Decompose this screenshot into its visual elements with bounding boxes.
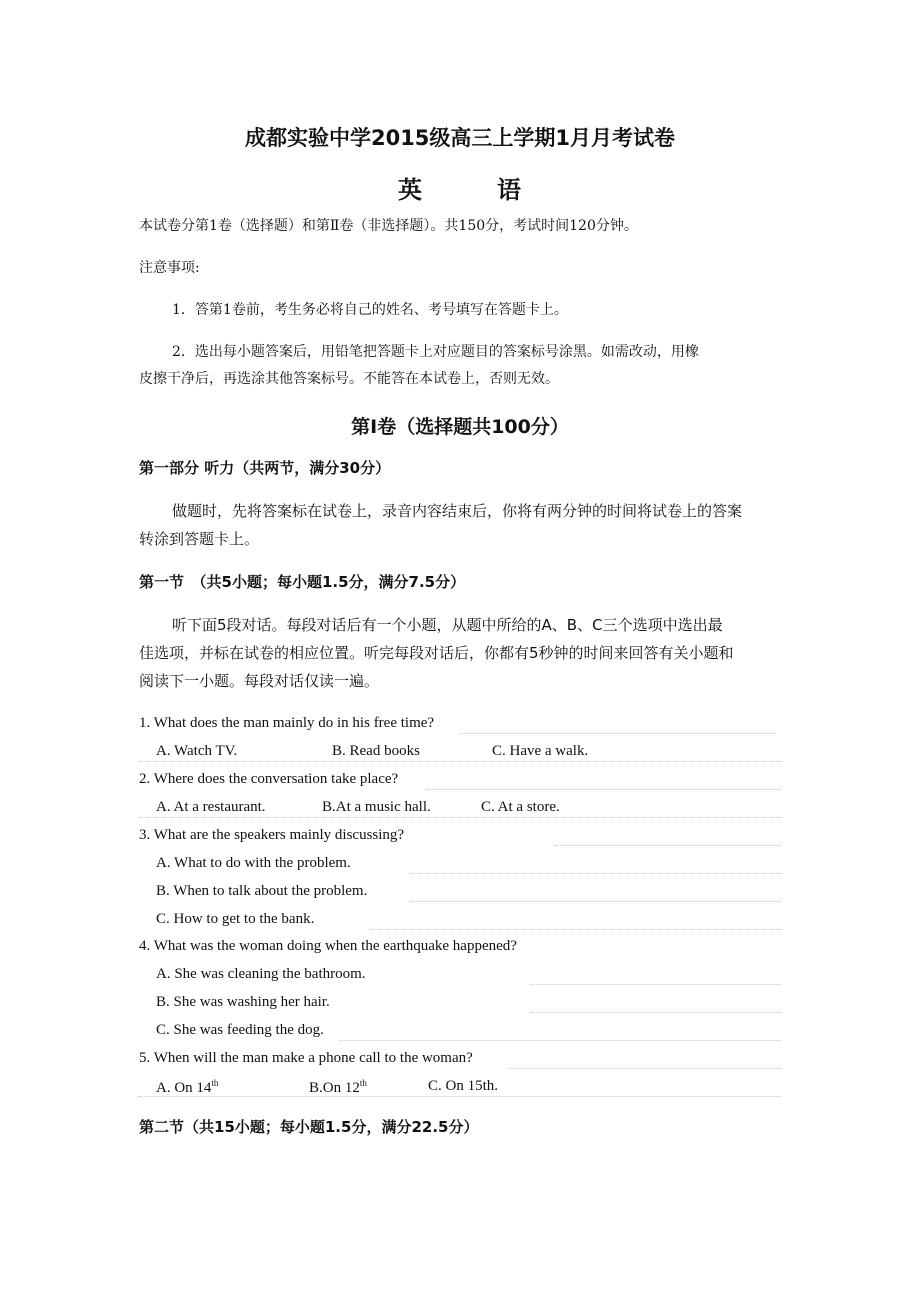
section-1-instruction-line-3: 阅读下一小题。每段对话仅读一遍。 — [139, 672, 380, 690]
answer-line — [410, 901, 781, 902]
question-5-stem: 5. When will the man make a phone call to the woman? — [139, 1050, 473, 1066]
answer-line — [425, 789, 781, 790]
question-4-option-a: A. She was cleaning the bathroom. — [156, 966, 366, 982]
section-1-title: 第一节 （共5小题；每小题1.5分，满分7.5分） — [139, 573, 466, 591]
question-3-option-c: C. How to get to the bank. — [156, 911, 315, 927]
section-1-instruction-line-2: 佳选项，并标在试卷的相应位置。听完每段对话后，你都有5秒钟的时间来回答有关小题和 — [139, 644, 734, 662]
notice-item-1: 1．答第1卷前，考生务必将自己的姓名、考号填写在答题卡上。 — [172, 302, 568, 318]
question-5-option-b — [309, 1078, 367, 1097]
notice-title: 注意事项: — [139, 260, 200, 276]
answer-line — [508, 1068, 781, 1069]
answer-line — [530, 984, 781, 985]
question-1-option-a: A. Watch TV. — [156, 743, 238, 759]
answer-line — [139, 817, 781, 818]
answer-line — [139, 761, 781, 762]
question-5-option-a — [156, 1078, 218, 1097]
section-2-title: 第二节（共15小题；每小题1.5分，满分22.5分） — [139, 1118, 479, 1136]
question-2-option-b: B.At a music hall. — [322, 799, 431, 815]
option-b-text: B.On 12 — [309, 1080, 360, 1096]
answer-line — [139, 1096, 781, 1097]
notice-item-2-line-1: 2．选出每小题答案后，用铅笔把答题卡上对应题目的答案标号涂黑。如需改动，用橡 — [172, 344, 699, 360]
part-1-instruction-line-2: 转涂到答题卡上。 — [139, 530, 260, 548]
answer-line — [530, 1012, 781, 1013]
part-1-title: 第一部分 听力（共两节，满分30分） — [139, 459, 391, 477]
question-5-option-c: C. On 15th. — [428, 1078, 499, 1094]
option-a-text: A. On 14 — [156, 1080, 212, 1096]
question-1-option-c: C. Have a walk. — [492, 743, 589, 759]
option-a-ordinal: th — [211, 1078, 219, 1088]
question-3-option-b: B. When to talk about the problem. — [156, 883, 368, 899]
question-1-stem: 1. What does the man mainly do in his free time? — [139, 715, 435, 731]
answer-line — [370, 929, 781, 930]
subject-char-2: 语 — [497, 176, 521, 204]
part-1-instruction-line-1: 做题时，先将答案标在试卷上，录音内容结束后，你将有两分钟的时间将试卷上的答案 — [172, 502, 743, 520]
answer-line — [460, 733, 775, 734]
answer-line — [340, 1040, 781, 1041]
question-2-option-a: A. At a restaurant. — [156, 799, 266, 815]
option-b-ordinal: th — [359, 1078, 367, 1088]
exam-title: 成都实验中学2015级高三上学期1月月考试卷 — [244, 126, 676, 150]
answer-line — [410, 873, 781, 874]
question-3-option-a: A. What to do with the problem. — [156, 855, 351, 871]
question-4-option-c: C. She was feeding the dog. — [156, 1022, 324, 1038]
subject-char-1: 英 — [398, 176, 422, 204]
question-1-option-b: B. Read books — [332, 743, 420, 759]
volume-1-title: 第I卷（选择题共100分） — [351, 416, 569, 438]
question-4-option-b: B. She was washing her hair. — [156, 994, 330, 1010]
paper-info: 本试卷分第1卷（选择题）和第Ⅱ卷（非选择题）。共150分，考试时间120分钟。 — [139, 218, 638, 234]
answer-line — [555, 845, 781, 846]
section-1-instruction-line-1: 听下面5段对话。每段对话后有一个小题，从题中所给的A、B、C三个选项中选出最 — [172, 616, 723, 634]
question-3-stem: 3. What are the speakers mainly discussing? — [139, 827, 405, 843]
notice-item-2-line-2: 皮擦干净后，再选涂其他答案标号。不能答在本试卷上，否则无效。 — [139, 371, 559, 387]
question-4-stem: 4. What was the woman doing when the earthquake happened? — [139, 938, 517, 954]
question-2-stem: 2. Where does the conversation take place? — [139, 771, 399, 787]
question-2-option-c: C. At a store. — [481, 799, 560, 815]
